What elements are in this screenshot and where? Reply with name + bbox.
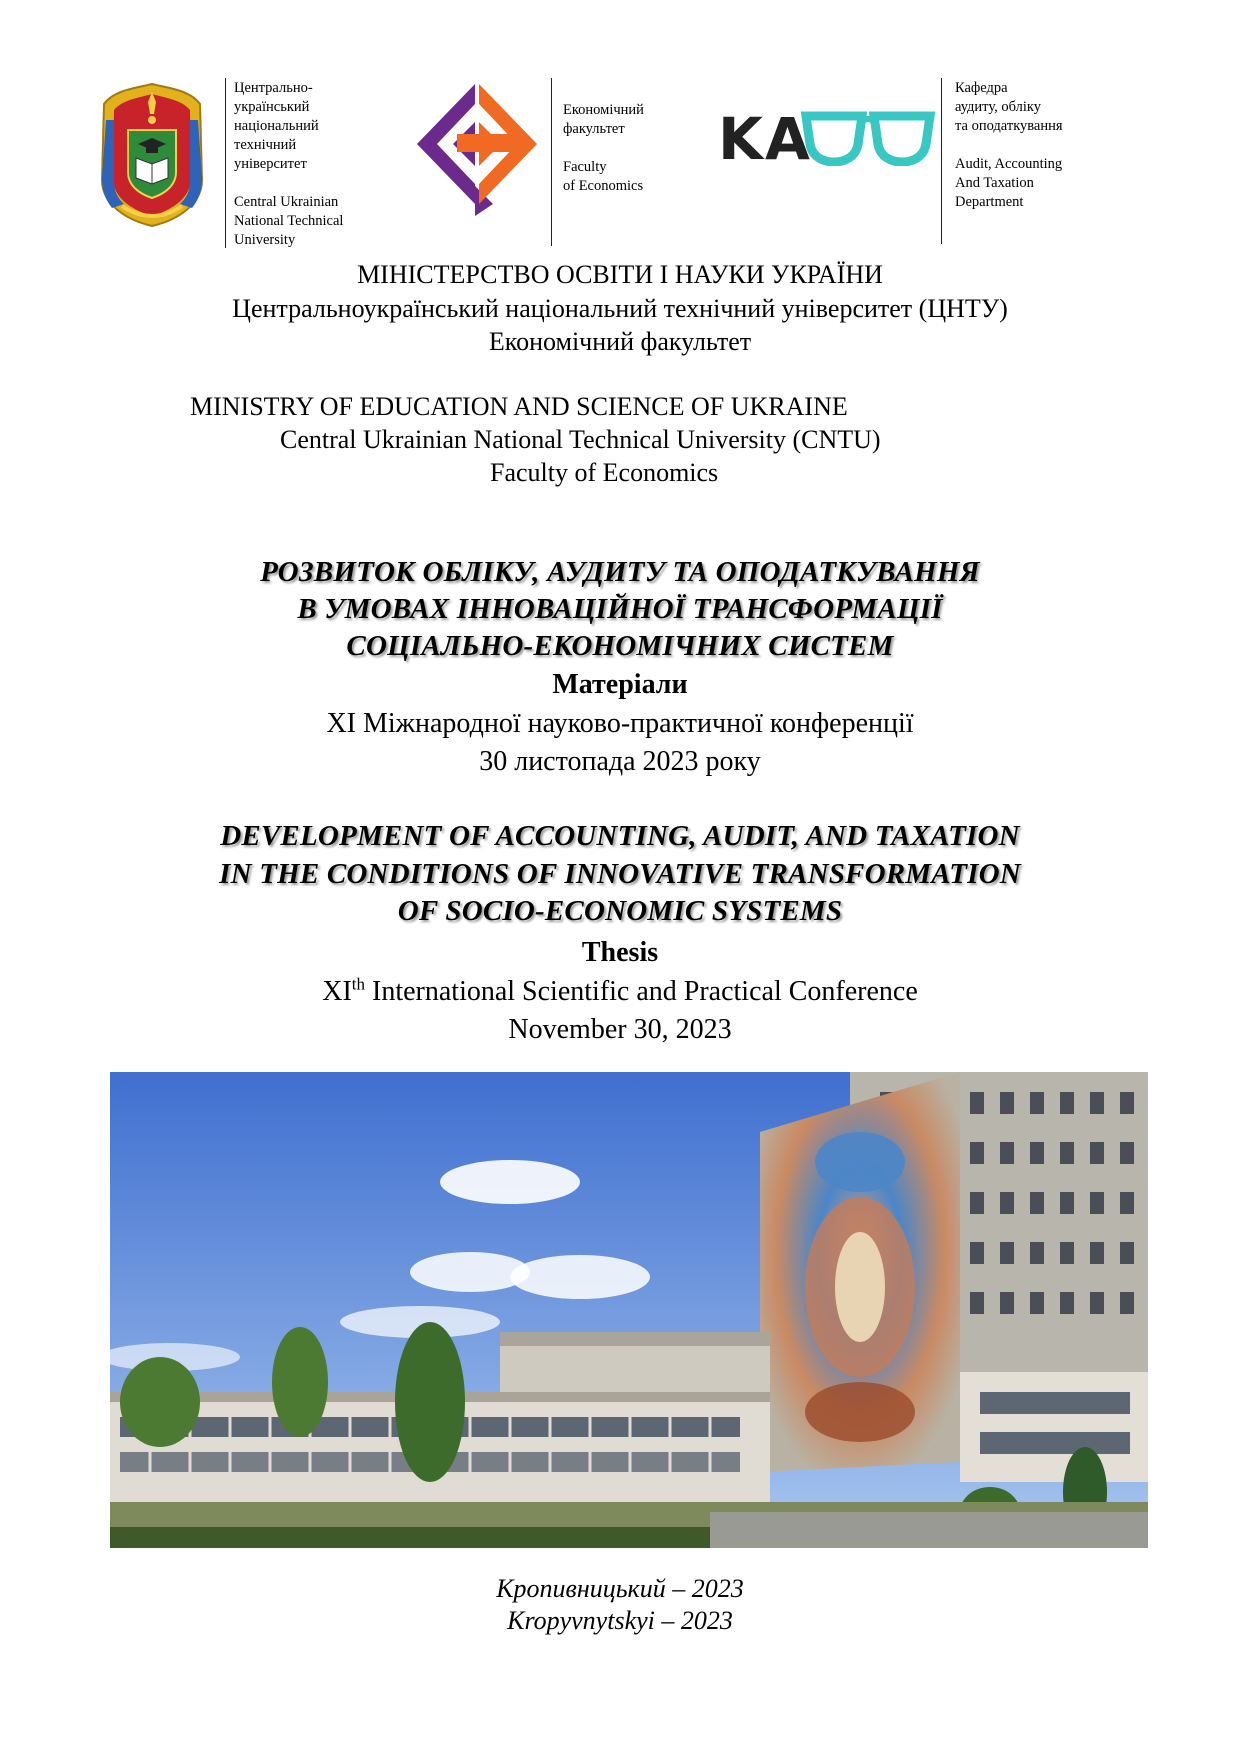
subtitle-en: Thesis — [581, 937, 659, 968]
ministry-ua: МІНІСТЕРСТВО ОСВІТИ І НАУКИ УКРАЇНИ — [357, 260, 883, 289]
conference-en-sup: th — [351, 974, 365, 994]
date-ua: 30 листопада 2023 року — [479, 746, 761, 777]
date-en: November 30, 2023 — [508, 1014, 732, 1045]
department-name-text: Кафедра аудиту, обліку та оподаткування Audit, Accounting And Taxation Department — [955, 80, 1063, 210]
title-ua-line3: СОЦІАЛЬНО-ЕКОНОМІЧНИХ СИСТЕМ — [346, 630, 894, 662]
title-ua-line1: РОЗВИТОК ОБЛІКУ, АУДИТУ ТА ОПОДАТКУВАННЯ — [260, 556, 980, 588]
faculty-name-text: Економічний факультет Faculty of Economics — [563, 102, 644, 194]
faculty-en: Faculty of Economics — [490, 458, 719, 487]
university-building-photo — [110, 1072, 1148, 1548]
city-year-en: Kropyvnytskyi – 2023 — [507, 1606, 733, 1635]
title-en-line2: IN THE CONDITIONS OF INNOVATIVE TRANSFORMATION — [219, 858, 1021, 890]
conference-en-rest: International Scientific and Practical Conference — [365, 976, 918, 1007]
faculty-ua: Економічний факультет — [488, 327, 752, 356]
title-ua-line2: В УМОВАХ ІННОВАЦІЙНОЇ ТРАНСФОРМАЦІЇ — [297, 593, 943, 625]
conference-en-prefix: XI — [322, 976, 352, 1007]
department-logo-letters: KA — [718, 105, 812, 166]
subtitle-ua: Матеріали — [552, 669, 688, 700]
title-en-line1: DEVELOPMENT OF ACCOUNTING, AUDIT, AND TAXATION — [220, 820, 1020, 852]
title-en-line3: OF SOCIO-ECONOMIC SYSTEMS — [397, 895, 843, 927]
department-logo — [718, 104, 936, 166]
university-coat-of-arms — [98, 80, 206, 228]
university-name-text: Центрально- український національний технічний університет Central Ukrainian National Technical University — [234, 80, 344, 248]
university-en: Central Ukrainian National Technical University (CNTU) — [280, 425, 881, 454]
conference-ua: XI Міжнародної науково-практичної конференції — [326, 708, 914, 739]
university-ua: Центральноукраїнський національний технічний університет (ЦНТУ) — [232, 294, 1008, 323]
faculty-of-economics-logo — [413, 82, 541, 216]
city-year-ua: Кропивницький – 2023 — [496, 1574, 744, 1603]
conference-en — [0, 973, 1240, 1011]
ministry-en: MINISTRY OF EDUCATION AND SCIENCE OF UKRAINE — [190, 392, 848, 421]
